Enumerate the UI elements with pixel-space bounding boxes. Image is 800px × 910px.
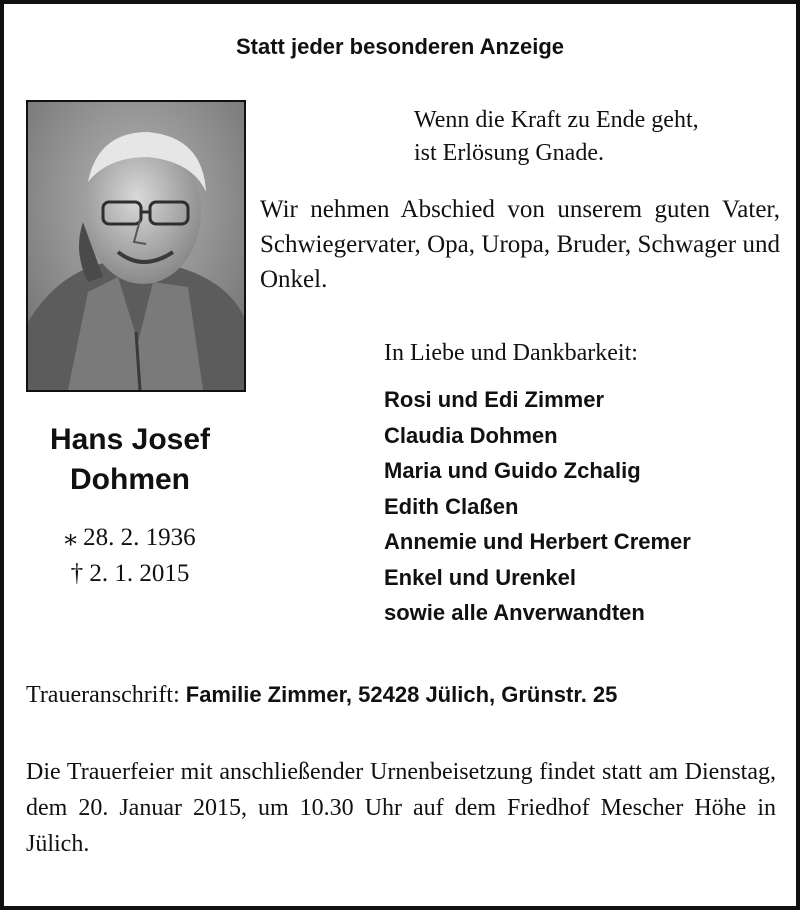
thanks-line: In Liebe und Dankbarkeit: — [384, 340, 638, 366]
quote-line-1: Wenn die Kraft zu Ende geht, — [414, 107, 699, 133]
mourner-item: sowie alle Anverwandten — [384, 600, 645, 625]
ceremony-info: Die Trauerfeier mit anschließender Urnenbeisetzung findet statt am Dienstag, dem 20. Januar 2015, um 10.30 Uhr auf dem Friedhof Mescher Höhe in Jülich. — [26, 759, 776, 857]
portrait-photo — [26, 100, 246, 392]
mourners-list — [384, 382, 691, 631]
quote-line-2: ist Erlösung Gnade. — [414, 140, 604, 166]
deceased-name — [22, 420, 238, 500]
mourner-item: Rosi und Edi Zimmer — [384, 387, 605, 412]
mourner-item: Annemie und Herbert Cremer — [384, 529, 691, 554]
notice-heading: Statt jeder besonderen Anzeige — [235, 34, 565, 59]
deceased-last-name: Dohmen — [70, 463, 190, 496]
deceased-first-name: Hans Josef — [49, 423, 211, 456]
mourner-item: Enkel und Urenkel — [384, 564, 576, 590]
mourner-item: Edith Claßen — [384, 493, 519, 519]
life-dates — [22, 520, 238, 592]
quote — [414, 104, 699, 170]
death-date: † 2. 1. 2015 — [70, 560, 190, 587]
address-value: Familie Zimmer, 52428 Jülich, Grünstr. 25 — [185, 682, 618, 707]
mourning-address — [26, 678, 617, 712]
mourner-item: Claudia Dohmen — [384, 422, 558, 448]
address-label: Traueranschrift: — [26, 682, 180, 708]
farewell-paragraph: Wir nehmen Abschied von unserem guten Vater, Schwiegervater, Opa, Uropa, Bruder, Schwager und Onkel. — [260, 196, 780, 293]
mourner-item: Maria und Guido Zchalig — [384, 458, 641, 483]
farewell-text — [260, 192, 780, 297]
birth-date: ⁎ 28. 2. 1936 — [64, 524, 196, 551]
